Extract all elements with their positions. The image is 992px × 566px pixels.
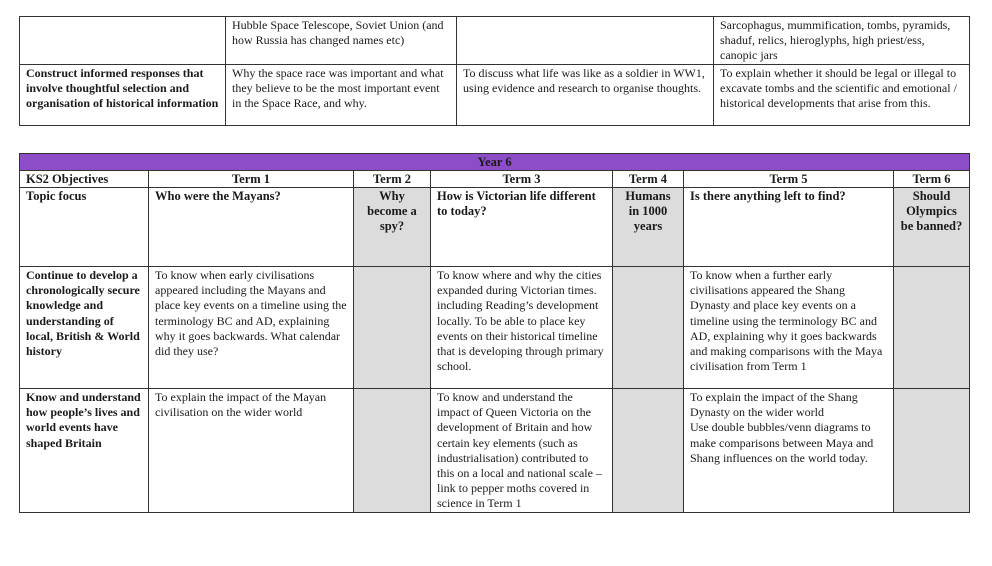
objective-row [20,389,970,513]
term-cell: To explain the impact of the Mayan civilisation on the wider world [149,389,354,513]
term-cell: To know when a further early civilisations appeared the Shang Dynasty and place key events on a timeline using the terminology BC and AD, explaining why it goes backwards and making comparisons with the Maya civilisation from Term 1 [684,267,894,389]
topic-term-3: How is Victorian life different to today? [431,188,613,267]
header-term-5: Term 5 [684,171,894,188]
header-term-6: Term 6 [894,171,970,188]
header-term-1: Term 1 [149,171,354,188]
term-cell: Why the space race was important and what they believe to be the most important event in the Space Race, and why. [226,64,457,125]
header-row [20,171,970,188]
term-cell [613,389,684,513]
term-cell [354,389,431,513]
header-objectives: KS2 Objectives [20,171,149,188]
term-cell [354,267,431,389]
topic-term-4: Humans in 1000 years [613,188,684,267]
objective-cell [20,17,226,65]
term-cell [894,389,970,513]
year-title: Year 6 [20,154,970,171]
topic-term-5: Is there anything left to find? [684,188,894,267]
topic-term-6: Should Olympics be banned? [894,188,970,267]
term-cell: To know and understand the impact of Queen Victoria on the development of Britain and how certain key elements (such as industrialisation) contributed to this on a local and national scale – link to pepper moths covered in science in Term 1 [431,389,613,513]
header-term-3: Term 3 [431,171,613,188]
year-6-table [19,153,970,513]
objective-row [20,64,970,125]
objective-cell: Continue to develop a chronologically secure knowledge and understanding of local, British & World history [20,267,149,389]
term-cell [457,17,714,65]
term-cell [894,267,970,389]
term-cell: To know when early civilisations appeared including the Mayans and place key events on a timeline using the terminology BC and AD, explaining why it goes backwards. What calendar did they use? [149,267,354,389]
term-cell: To explain whether it should be legal or illegal to excavate tombs and the scientific and emotional / historical developments that arise from this. [714,64,970,125]
previous-year-table [19,16,970,126]
objective-cell: Construct informed responses that involve thoughtful selection and organisation of historical information [20,64,226,125]
topic-term-1: Who were the Mayans? [149,188,354,267]
header-term-2: Term 2 [354,171,431,188]
term-cell: To explain the impact of the Shang Dynasty on the wider world Use double bubbles/venn diagrams to make comparisons between Maya and Shang influences on the world today. [684,389,894,513]
term-cell [613,267,684,389]
term-cell: Sarcophagus, mummification, tombs, pyramids, shaduf, relics, hieroglyphs, high priest/ess, canopic jars [714,17,970,65]
objective-cell: Know and understand how people’s lives and world events have shaped Britain [20,389,149,513]
vocabulary-row [20,17,970,65]
year-title-row [20,154,970,171]
topic-focus-label: Topic focus [20,188,149,267]
header-term-4: Term 4 [613,171,684,188]
term-cell: To know where and why the cities expanded during Victorian times. including Reading’s development locally. To be able to place key events on their historical timeline that is developing through primary school. [431,267,613,389]
objective-row [20,267,970,389]
topic-focus-row [20,188,970,267]
topic-term-2: Why become a spy? [354,188,431,267]
term-cell: Hubble Space Telescope, Soviet Union (and how Russia has changed names etc) [226,17,457,65]
term-cell: To discuss what life was like as a soldier in WW1, using evidence and research to organise thoughts. [457,64,714,125]
